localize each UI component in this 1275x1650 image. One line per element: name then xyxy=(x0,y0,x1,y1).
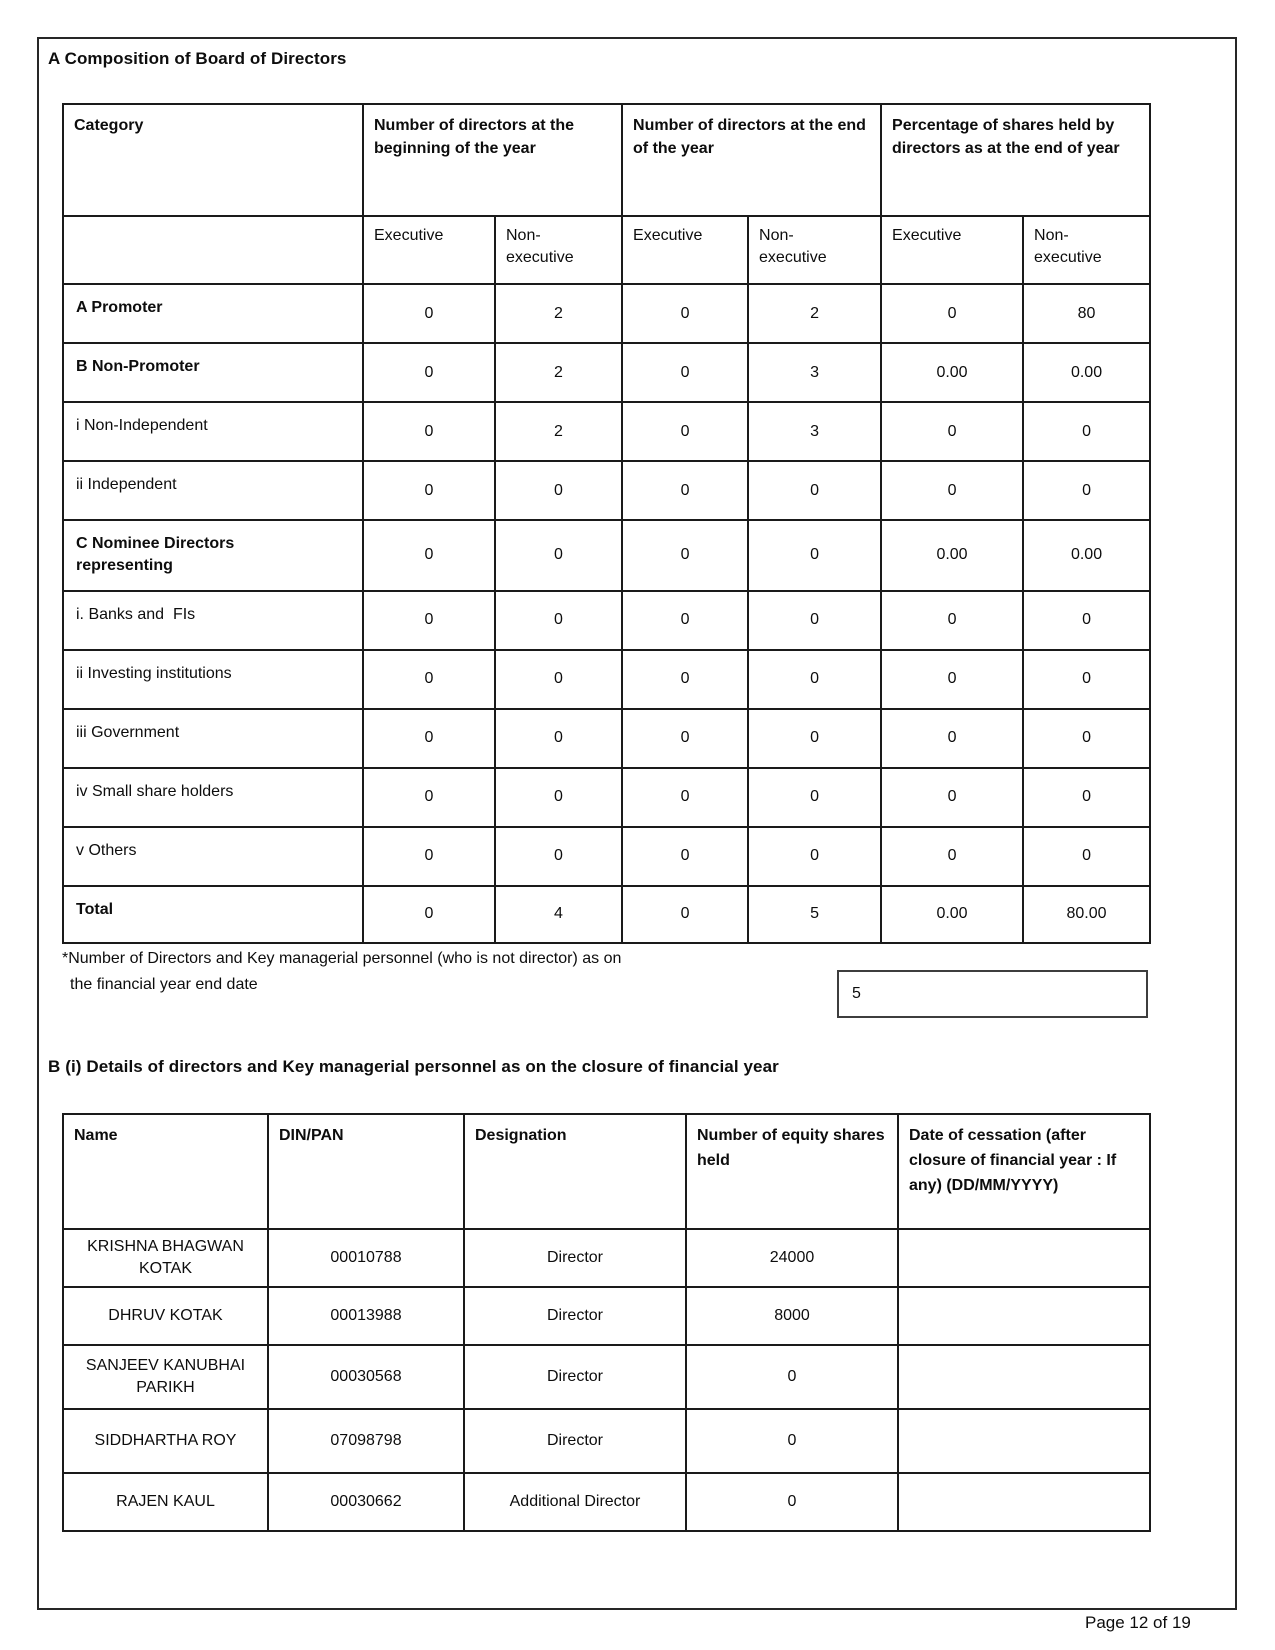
director-equity-shares: 24000 xyxy=(686,1229,898,1287)
director-name: SIDDHARTHA ROY xyxy=(63,1409,268,1473)
directors-kmp-count-field xyxy=(837,970,1148,1018)
table-row-non-independent: i Non-Independent 0 2 0 3 0 0 xyxy=(63,402,1150,461)
director-designation: Additional Director xyxy=(464,1473,686,1531)
table-row-independent: ii Independent 0 0 0 0 0 0 xyxy=(63,461,1150,520)
director-row xyxy=(63,1409,1150,1473)
subheader-non-executive-1: Non-executive xyxy=(495,216,622,284)
subheader-empty xyxy=(63,216,363,284)
header-equity-shares: Number of equity shares held xyxy=(686,1114,898,1229)
table-row-government: iii Government 0 0 0 0 0 0 xyxy=(63,709,1150,768)
director-din: 00010788 xyxy=(268,1229,464,1287)
director-designation: Director xyxy=(464,1345,686,1409)
table-row-others: v Others 0 0 0 0 0 0 xyxy=(63,827,1150,886)
subheader-non-executive-3: Non-executive xyxy=(1023,216,1150,284)
director-equity-shares: 0 xyxy=(686,1345,898,1409)
table-row-investing-institutions: ii Investing institutions 0 0 0 0 0 0 xyxy=(63,650,1150,709)
table-row-banks-fis: i. Banks and FIs 0 0 0 0 0 0 xyxy=(63,591,1150,650)
subheader-non-executive-2: Non-executive xyxy=(748,216,881,284)
director-designation: Director xyxy=(464,1229,686,1287)
header-end-of-year: Number of directors at the end of the year xyxy=(622,104,881,216)
board-composition-table xyxy=(62,103,1151,944)
director-din: 00030662 xyxy=(268,1473,464,1531)
director-row xyxy=(63,1345,1150,1409)
director-din: 07098798 xyxy=(268,1409,464,1473)
header-name: Name xyxy=(63,1114,268,1229)
subheader-executive-1: Executive xyxy=(363,216,495,284)
director-equity-shares: 0 xyxy=(686,1473,898,1531)
directors-kmp-count-value: 5 xyxy=(852,985,861,1002)
header-din-pan: DIN/PAN xyxy=(268,1114,464,1229)
director-designation: Director xyxy=(464,1287,686,1345)
table-row-promoter: A Promoter 0 2 0 2 0 80 xyxy=(63,284,1150,343)
director-cessation-date xyxy=(898,1229,1150,1287)
director-equity-shares: 8000 xyxy=(686,1287,898,1345)
directors-details-table xyxy=(62,1113,1151,1532)
table-header-row xyxy=(63,104,1150,216)
header-category: Category xyxy=(63,104,363,216)
director-row xyxy=(63,1287,1150,1345)
table-row-total: Total 0 4 0 5 0.00 80.00 xyxy=(63,886,1150,943)
header-percentage-shares: Percentage of shares held by directors as at the end of year xyxy=(881,104,1150,216)
section-a-title: A Composition of Board of Directors xyxy=(48,49,347,68)
details-header-row xyxy=(63,1114,1150,1229)
table-row-nominee-directors: C Nominee Directors representing 0 0 0 0 0.00 0.00 xyxy=(63,520,1150,591)
subheader-executive-2: Executive xyxy=(622,216,748,284)
director-row xyxy=(63,1229,1150,1287)
director-designation: Director xyxy=(464,1409,686,1473)
table-row-non-promoter: B Non-Promoter 0 2 0 3 0.00 0.00 xyxy=(63,343,1150,402)
director-cessation-date xyxy=(898,1345,1150,1409)
header-designation: Designation xyxy=(464,1114,686,1229)
director-din: 00013988 xyxy=(268,1287,464,1345)
header-beginning-of-year: Number of directors at the beginning of the year xyxy=(363,104,622,216)
header-cessation-date: Date of cessation (after closure of financial year : If any) (DD/MM/YYYY) xyxy=(898,1114,1150,1229)
director-name: RAJEN KAUL xyxy=(63,1473,268,1531)
director-cessation-date xyxy=(898,1409,1150,1473)
director-equity-shares: 0 xyxy=(686,1409,898,1473)
section-b-title: B (i) Details of directors and Key managerial personnel as on the closure of financial year xyxy=(48,1057,779,1076)
subheader-executive-3: Executive xyxy=(881,216,1023,284)
director-cessation-date xyxy=(898,1287,1150,1345)
director-cessation-date xyxy=(898,1473,1150,1531)
note-line-2: the financial year end date xyxy=(70,976,258,993)
director-name: DHRUV KOTAK xyxy=(63,1287,268,1345)
director-row xyxy=(63,1473,1150,1531)
table-row-small-share-holders: iv Small share holders 0 0 0 0 0 0 xyxy=(63,768,1150,827)
note-line-1: *Number of Directors and Key managerial personnel (who is not director) as on xyxy=(62,950,622,967)
director-name: SANJEEV KANUBHAI PARIKH xyxy=(63,1345,268,1409)
directors-kmp-note xyxy=(62,946,782,998)
director-name: KRISHNA BHAGWAN KOTAK xyxy=(63,1229,268,1287)
table-subheader-row xyxy=(63,216,1150,284)
page-number: Page 12 of 19 xyxy=(1085,1613,1191,1632)
director-din: 00030568 xyxy=(268,1345,464,1409)
